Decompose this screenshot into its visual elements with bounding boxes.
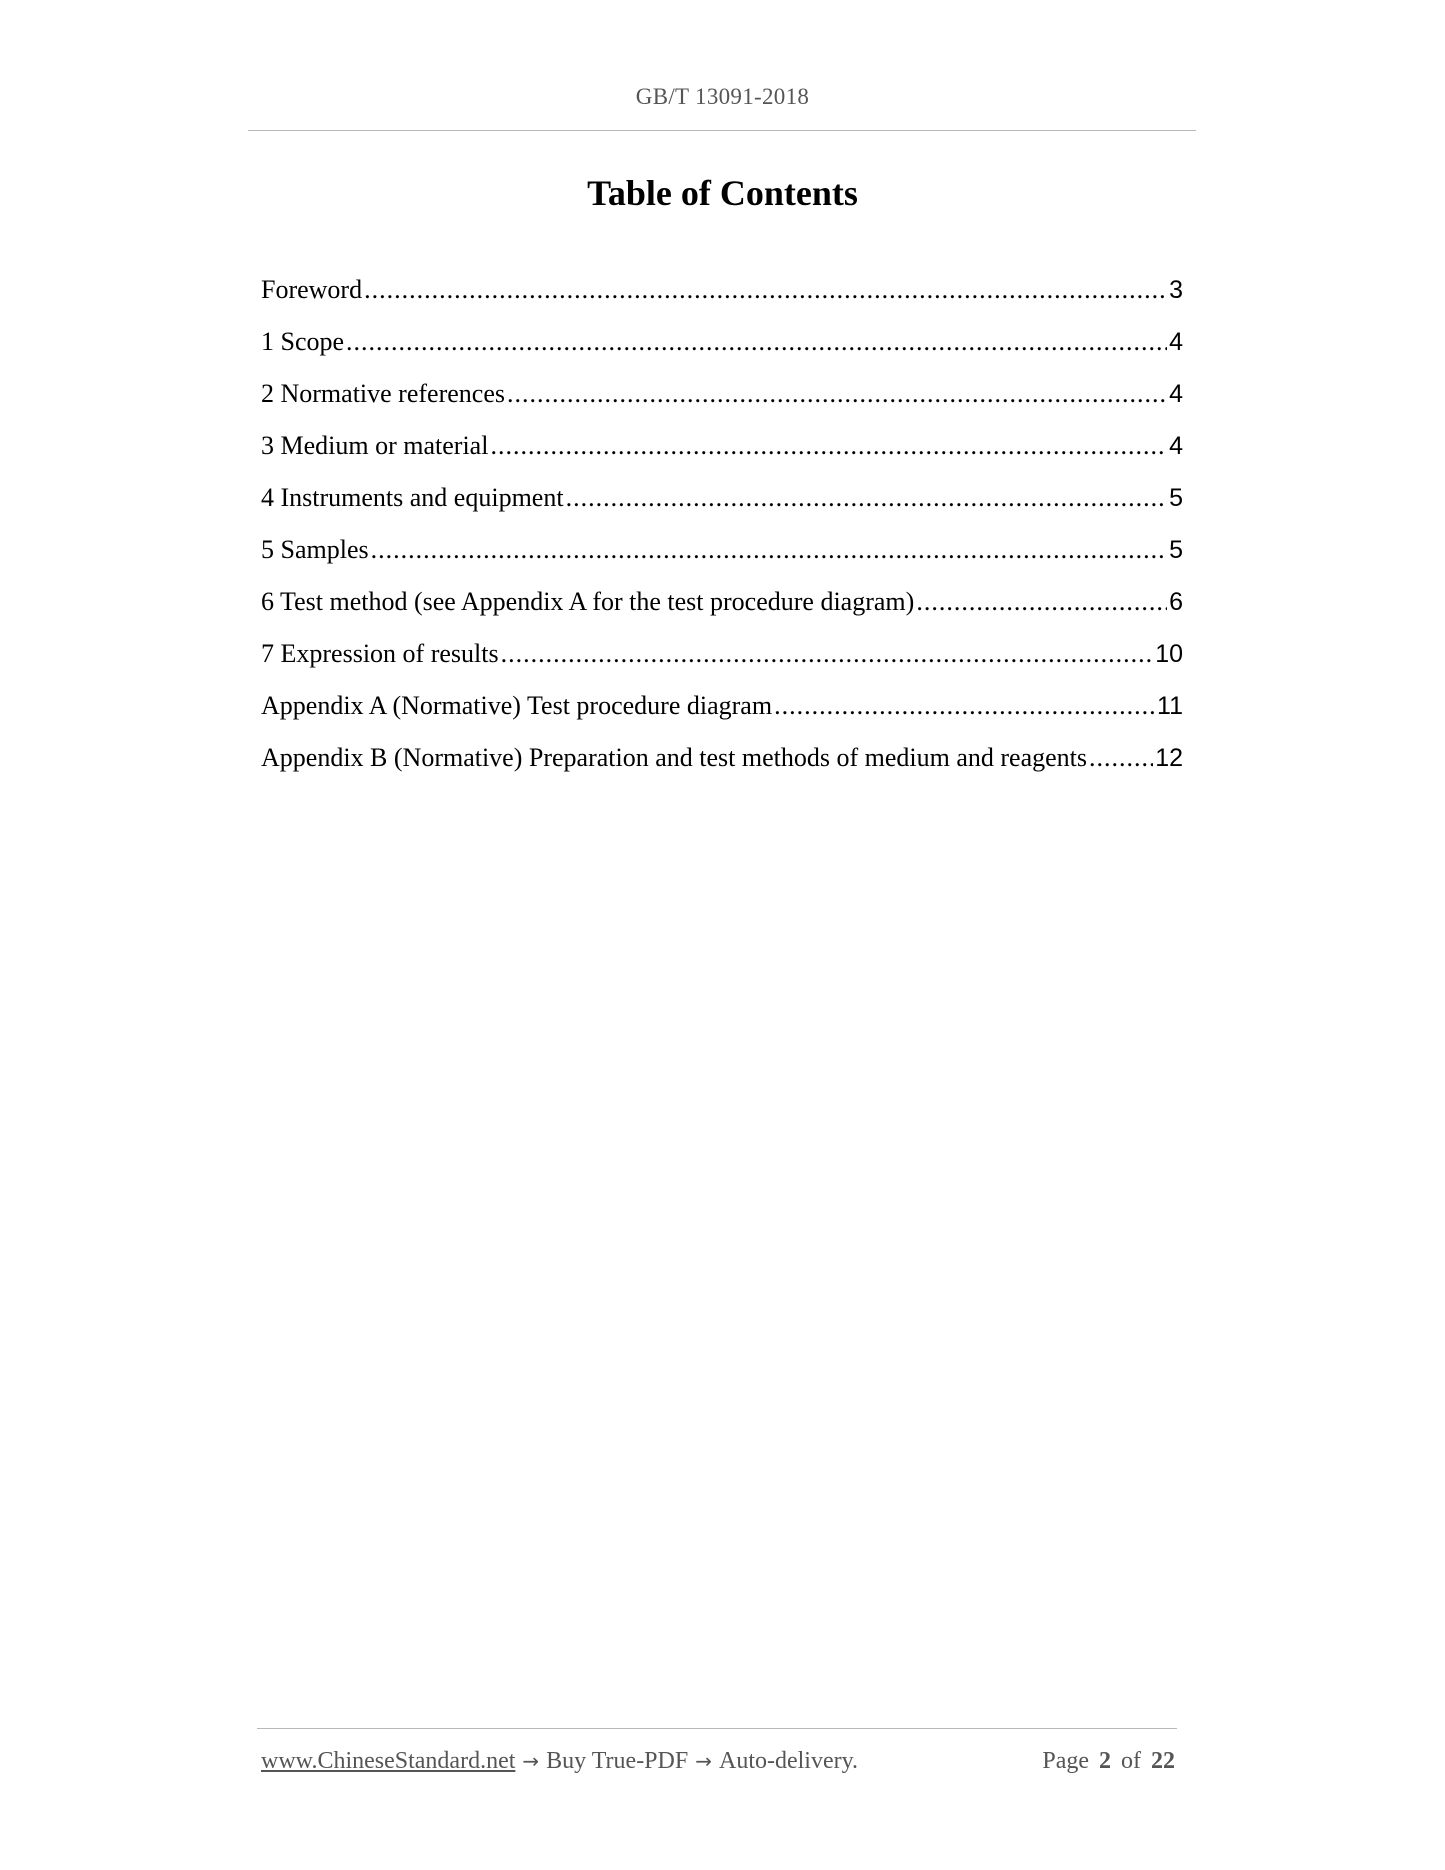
toc-leader-dots [566, 478, 1168, 518]
page-current: 2 [1099, 1748, 1111, 1774]
toc-entry-page: 6 [1169, 588, 1183, 616]
right-arrow-icon: → [522, 1749, 540, 1773]
toc-entry-label: 4 Instruments and equipment [261, 483, 564, 512]
footer-divider [257, 1728, 1177, 1729]
toc-list [261, 270, 1183, 790]
toc-entry-label: 3 Medium or material [261, 431, 489, 460]
toc-entry[interactable] [261, 426, 1183, 478]
toc-leader-dots [346, 322, 1167, 362]
toc-entry[interactable] [261, 530, 1183, 582]
toc-leader-dots [364, 270, 1167, 310]
toc-entry[interactable] [261, 738, 1183, 790]
toc-entry-page: 12 [1155, 744, 1183, 772]
toc-entry[interactable] [261, 270, 1183, 322]
toc-entry-page: 3 [1169, 276, 1183, 304]
toc-leader-dots [774, 686, 1155, 726]
toc-entry[interactable] [261, 634, 1183, 686]
right-arrow-icon: → [695, 1749, 712, 1773]
toc-leader-dots [490, 426, 1167, 466]
page-word: Page [1042, 1748, 1089, 1774]
header-divider [248, 130, 1196, 131]
toc-entry-label: Foreword [261, 275, 363, 304]
toc-entry-label: Appendix A (Normative) Test procedure diagram [261, 691, 773, 720]
page-total: 22 [1151, 1748, 1175, 1774]
footer-promo [261, 1748, 858, 1775]
toc-entry-label: 5 Samples [261, 535, 369, 564]
toc-entry[interactable] [261, 582, 1183, 634]
toc-entry-page: 11 [1157, 692, 1183, 720]
toc-entry-page: 5 [1169, 536, 1183, 564]
toc-leader-dots [371, 530, 1167, 570]
toc-entry[interactable] [261, 686, 1183, 738]
delivery-text: Auto-delivery. [718, 1748, 859, 1774]
toc-entry-label: 1 Scope [261, 327, 345, 356]
page-indicator [1042, 1748, 1175, 1775]
running-header: GB/T 13091-2018 [635, 84, 810, 109]
toc-leader-dots [1089, 738, 1153, 778]
toc-entry-label: Appendix B (Normative) Preparation and test methods of medium and reagents [261, 743, 1088, 772]
toc-entry-page: 5 [1169, 484, 1183, 512]
site-link[interactable]: www.ChineseStandard.net [261, 1748, 516, 1774]
buy-text: Buy True-PDF [546, 1748, 689, 1774]
toc-entry-label: 6 Test method (see Appendix A for the test procedure diagram) [261, 587, 915, 616]
toc-entry-page: 4 [1169, 432, 1183, 460]
toc-entry-page: 10 [1155, 640, 1183, 668]
toc-entry-page: 4 [1169, 328, 1183, 356]
toc-entry[interactable] [261, 322, 1183, 374]
toc-title: Table of Contents [587, 173, 858, 213]
toc-entry-label: 7 Expression of results [261, 639, 499, 668]
toc-entry-page: 4 [1169, 380, 1183, 408]
toc-leader-dots [507, 374, 1167, 414]
page-footer [261, 1748, 1175, 1775]
toc-entry[interactable] [261, 374, 1183, 426]
toc-entry-label: 2 Normative references [261, 379, 505, 408]
of-word: of [1121, 1748, 1141, 1774]
toc-entry[interactable] [261, 478, 1183, 530]
toc-leader-dots [501, 634, 1154, 674]
toc-leader-dots [916, 582, 1167, 622]
